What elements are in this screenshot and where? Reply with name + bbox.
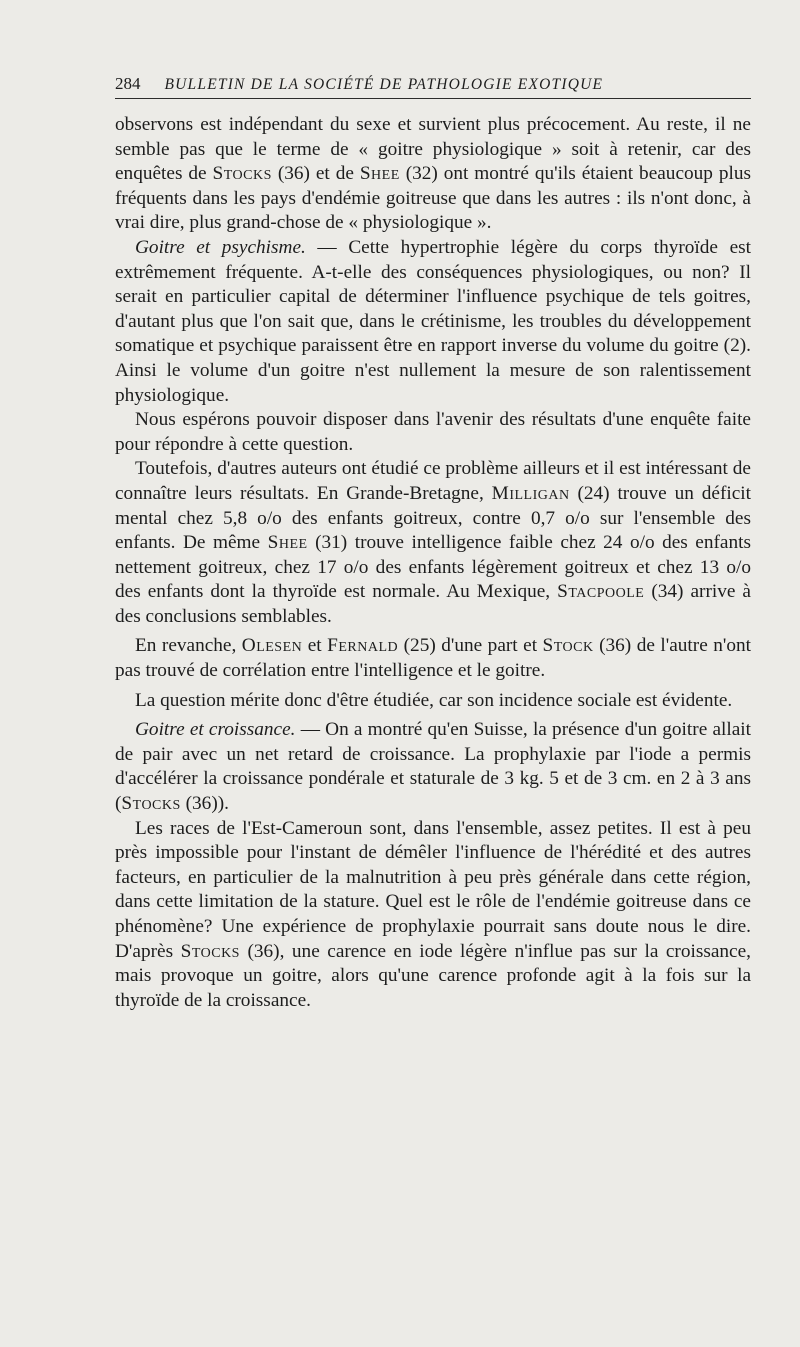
section-heading: Goitre et croissance. <box>135 719 296 741</box>
author-name: Stocks <box>121 793 181 815</box>
paragraph: observons est indépendant du sexe et survient plus précocement. Au reste, il ne semble pas que le terme de « goitre physiologique » soit à retenir, car des enquêtes de Stocks (36) et de Shee (32) ont montré qu'ils étaient beaucoup plus fréquents dans les pays d'endémie goitreuse que dans les autres : ils n'ont donc, à vrai dire, plus grand-chose de « physiologique ». <box>115 114 751 234</box>
paragraph: Goitre et psychisme. — Cette hypertrophie légère du corps thyroïde est extrêmement fréquente. A-t-elle des conséquences physiologiques, ou non? Il serait en particulier capital de déterminer l'influence psychique de tels goitres, d'autant plus que l'on sait que, dans le crétinisme, les troubles du développement somatique et psychique paraissent être en rapport inverse du volume du goitre (2). Ainsi le volume d'un goitre n'est nullement la mesure de son ralentissement physiologique. <box>115 236 751 406</box>
author-name: Milligan <box>491 482 570 504</box>
author-name: Stacpoole <box>557 581 645 603</box>
author-name: Shee <box>359 163 400 185</box>
author-name: Stocks <box>212 163 272 185</box>
section-heading: Goitre et psychisme. <box>135 236 306 258</box>
author-name: Fernald <box>327 635 399 657</box>
paragraph: Toutefois, d'autres auteurs ont étudié ce problème ailleurs et il est intéressant de connaître leurs résultats. En Grande-Bretagne, Milligan (24) trouve un déficit mental chez 5,8 o/o des enfants goitreux, contre 0,7 o/o sur l'ensemble des enfants. De même Shee (31) trouve intelligence faible chez 24 o/o des enfants nettement goitreux, chez 17 o/o des enfants légèrement goitreux et chez 13 o/o des enfants dont la thyroïde est normale. Au Mexique, Stacpoole (34) arrive à des conclusions semblables. <box>115 458 751 627</box>
paragraph: Nous espérons pouvoir disposer dans l'avenir des résultats d'une enquête faite pour répondre à cette question. <box>115 409 751 455</box>
author-name: Shee <box>267 532 308 554</box>
running-title: BULLETIN DE LA SOCIÉTÉ DE PATHOLOGIE EXOTIQUE <box>164 76 604 93</box>
paragraph: La question mérite donc d'être étudiée, car son incidence sociale est évidente. <box>135 689 733 711</box>
paragraph: Les races de l'Est-Cameroun sont, dans l'ensemble, assez petites. Il est à peu près impossible pour l'instant de démêler l'influence de l'hérédité et des autres facteurs, en particulier de la malnutrition à peu près générale dans cette région, dans cette limitation de la stature. Quel est le rôle de l'endémie goitreuse dans ce phénomène? Une expérience de prophylaxie pourrait sans doute nous le dire. D'après Stocks (36), une carence en iode légère n'influe pas sur la croissance, mais provoque un goitre, alors qu'une carence profonde agit à la fois sur la thyroïde de la croissance. <box>115 817 751 1011</box>
paragraph: En revanche, Olesen et Fernald (25) d'une part et Stock (36) de l'autre n'ont pas trouvé de corrélation entre l'intelligence et le goitre. <box>115 635 751 682</box>
header-rule <box>115 98 751 99</box>
author-name: Stock <box>542 635 594 657</box>
page-number: 284 <box>115 74 141 93</box>
body-text <box>115 113 751 1013</box>
paragraph: Goitre et croissance. — On a montré qu'en Suisse, la présence d'un goitre allait de pair avec un net retard de croissance. La prophylaxie par l'iode a permis d'accélérer la croissance pondérale et staturale de 3 kg. 5 et de 3 cm. en 2 à 3 ans (Stocks (36)). <box>115 719 751 815</box>
author-name: Olesen <box>241 635 303 657</box>
running-header <box>115 74 751 94</box>
author-name: Stocks <box>180 940 240 962</box>
